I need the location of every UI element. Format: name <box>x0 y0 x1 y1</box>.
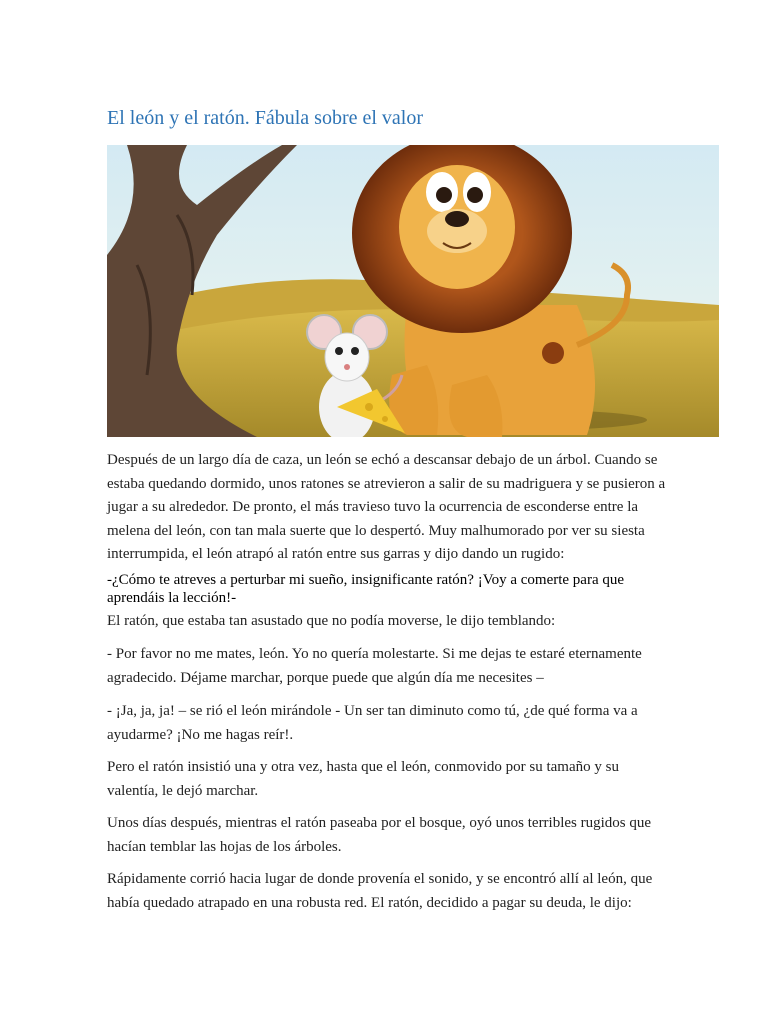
paragraph-1: Después de un largo día de caza, un león se echó a descansar debajo de un árbol. Cuando se estaba quedando dormido, unos ratones se atrevieron a salir de su madriguera y se pusieron a jugar a su alrededor. De pronto, el más travieso tuvo la ocurrencia de esconderse entre la melena del león, con tan mala suerte que lo despertó. Muy malhumorado por ver su siesta interrumpida, el león atrapó al ratón entre sus garras y dijo dando un rugido: <box>107 452 666 562</box>
dialogue-lion-laughs: - ¡Ja, ja, ja! – se rió el león mirándole - Un ser tan diminuto como tú, ¿de qué forma va a ayudarme? ¡No me hagas reír!. <box>107 703 638 743</box>
mouse-nose <box>344 364 350 370</box>
lion-nose <box>445 211 469 227</box>
lion-left-pupil <box>436 187 452 203</box>
mouse-head <box>325 333 369 381</box>
lion-and-mouse-illustration <box>107 145 719 437</box>
dialogue-lion-threat: -¿Cómo te atreves a perturbar mi sueño, insignificante ratón? ¡Voy a comerte para que aprendáis la lección!- <box>107 572 625 606</box>
lion-right-pupil <box>467 187 483 203</box>
paragraph-4: Unos días después, mientras el ratón paseaba por el bosque, oyó unos terribles rugidos que hacían temblar las hojas de los árboles. <box>107 815 652 855</box>
cheese-hole <box>382 416 388 422</box>
mouse-right-eye <box>351 347 359 355</box>
mouse-left-eye <box>335 347 343 355</box>
page-title: El león y el ratón. Fábula sobre el valor <box>107 107 424 129</box>
cheese-hole <box>365 403 373 411</box>
illustration-svg <box>107 145 719 437</box>
lion-tail-tuft <box>542 342 564 364</box>
paragraph-3: Pero el ratón insistió una y otra vez, hasta que el león, conmovido por su tamaño y su valentía, le dejó marchar. <box>107 759 619 799</box>
dialogue-mouse-plea: - Por favor no me mates, león. Yo no quería molestarte. Si me dejas te estaré eternamente agradecido. Déjame marchar, porque puede que algún día me necesites – <box>107 646 642 686</box>
paragraph-2: El ratón, que estaba tan asustado que no podía moverse, le dijo temblando: <box>107 613 556 629</box>
paragraph-5: Rápidamente corrió hacia lugar de donde provenía el sonido, y se encontró allí al león, que había quedado atrapado en una robusta red. El ratón, decidido a pagar su deuda, le dijo: <box>107 871 653 911</box>
